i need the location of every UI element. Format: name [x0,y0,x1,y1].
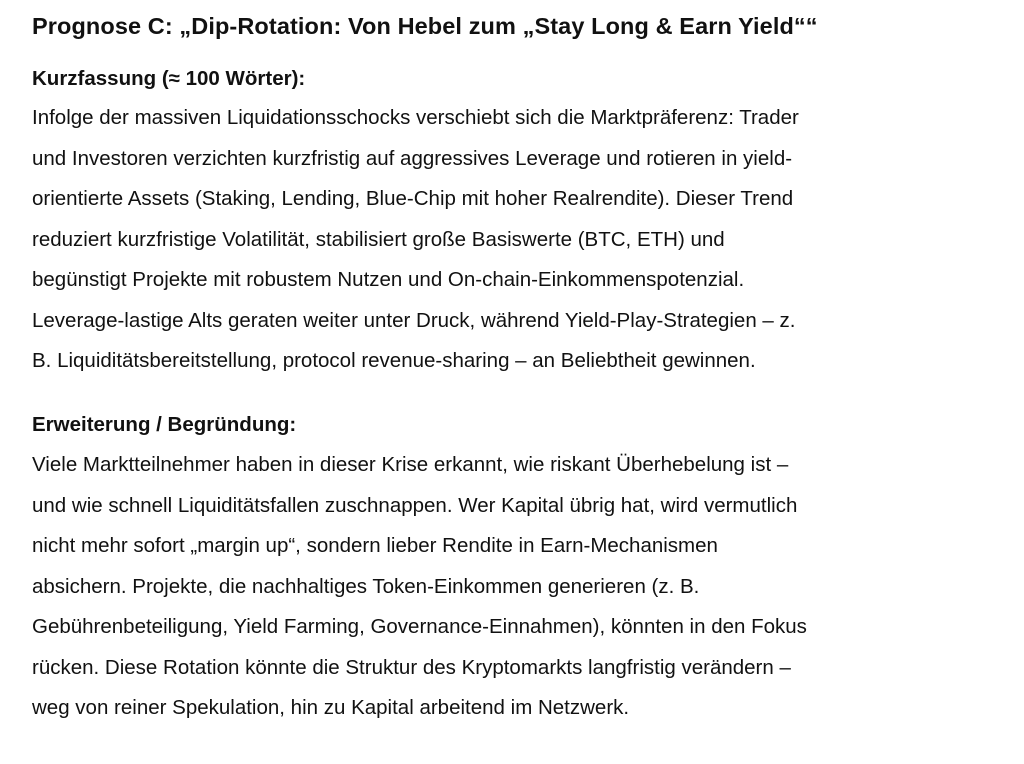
extension-line: und wie schnell Liquiditätsfallen zuschnappen. Wer Kapital übrig hat, wird vermutlich [32,493,798,517]
summary-line: orientierte Assets (Staking, Lending, Blue-Chip mit hoher Realrendite). Dieser Trend [32,187,794,210]
document-title: Prognose C: „Dip-Rotation: Von Hebel zum „Stay Long & Earn Yield““ [32,13,818,39]
extension-line: nicht mehr sofort „margin up“, sondern lieber Rendite in Earn-Mechanismen [32,534,718,557]
summary-line: Leverage-lastige Alts geraten weiter unter Druck, während Yield-Play-Strategien – z. [32,308,796,332]
extension-line: rücken. Diese Rotation könnte die Struktur des Kryptomarkts langfristig verändern – [32,655,791,679]
summary-line: und Investoren verzichten kurzfristig auf aggressives Leverage und rotieren in yield- [32,146,793,170]
summary-line: B. Liquiditätsbereitstellung, protocol revenue-sharing – an Beliebtheit gewinnen. [32,349,756,372]
extension-heading: Erweiterung / Begründung: [32,413,297,436]
summary-heading: Kurzfassung (≈ 100 Wörter): [32,67,306,90]
extension-line: weg von reiner Spekulation, hin zu Kapital arbeitend im Netzwerk. [32,696,630,719]
summary-line: begünstigt Projekte mit robustem Nutzen und On-chain-Einkommenspotenzial. [32,268,745,291]
extension-paragraph [32,445,992,729]
summary-line: Infolge der massiven Liquidationsschocks verschiebt sich die Marktpräferenz: Trader [32,106,799,129]
summary-paragraph [32,98,992,382]
extension-line: Gebührenbeteiligung, Yield Farming, Governance-Einnahmen), könnten in den Fokus [32,615,807,638]
extension-line: Viele Marktteilnehmer haben in dieser Krise erkannt, wie riskant Überhebelung ist – [32,453,789,476]
extension-line: absichern. Projekte, die nachhaltiges Token-Einkommen generieren (z. B. [32,574,700,598]
summary-line: reduziert kurzfristige Volatilität, stabilisiert große Basiswerte (BTC, ETH) und [32,227,725,251]
